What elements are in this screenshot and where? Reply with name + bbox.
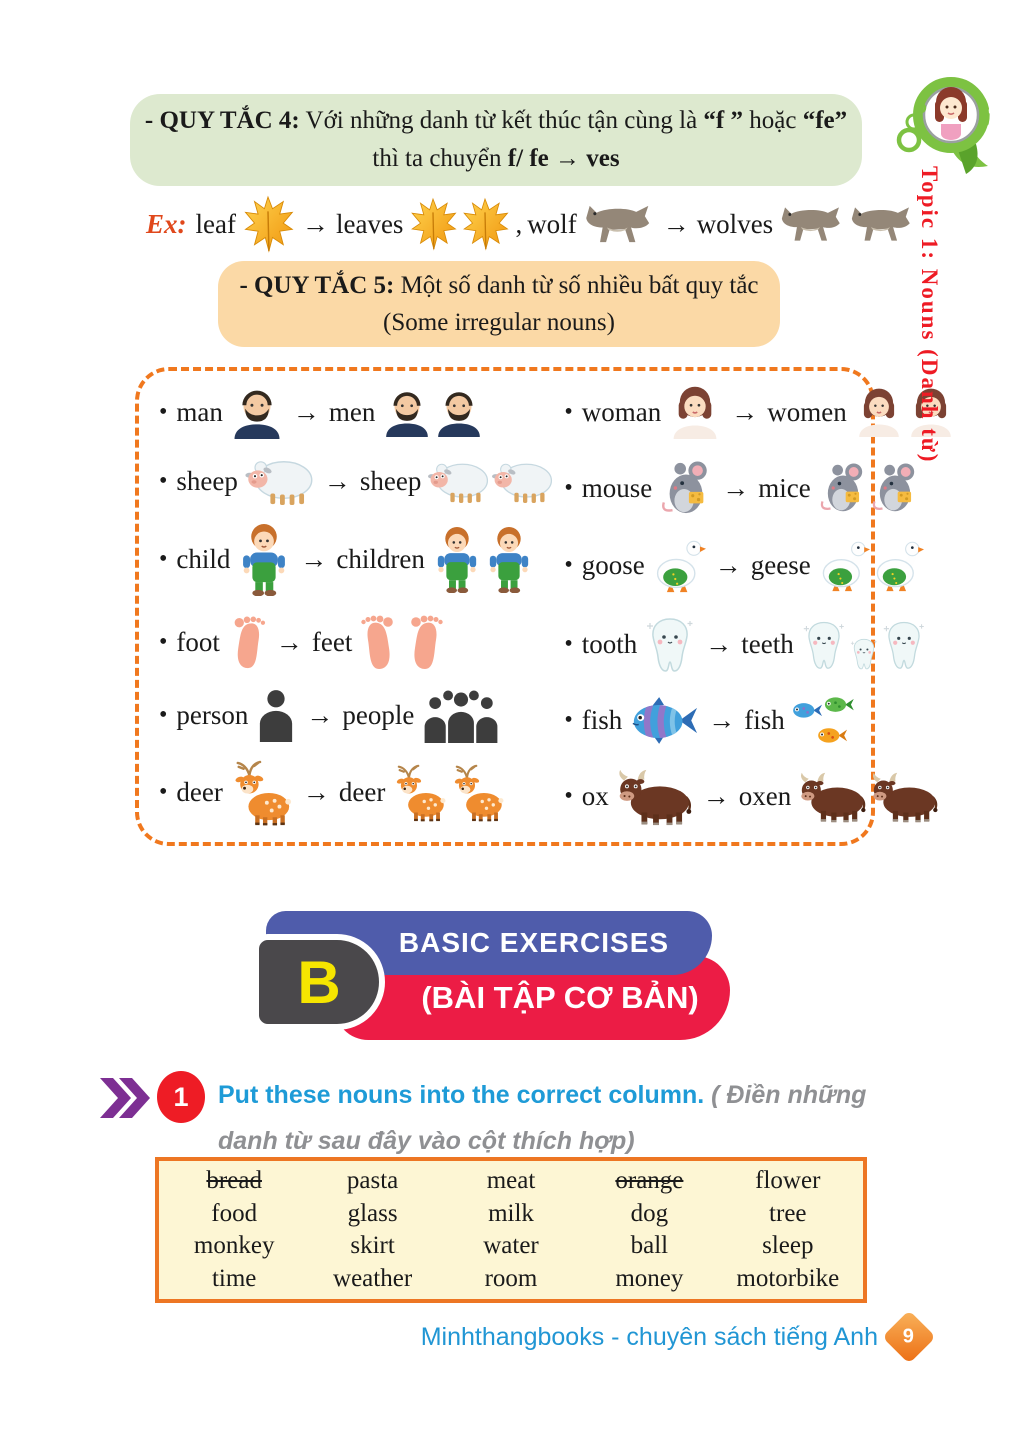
noun-singular: tooth xyxy=(581,628,638,659)
teeth-icons xyxy=(801,619,927,670)
example-leaf-singular: leaf xyxy=(195,208,236,239)
man-icon xyxy=(230,385,284,439)
word-table xyxy=(155,1157,867,1303)
rule4-arrow: → xyxy=(548,145,587,172)
rule4-fe: “fe” xyxy=(802,107,848,134)
noun-plural: oxen xyxy=(738,781,792,812)
rule4-line1 xyxy=(130,102,862,140)
example-wolf-plural: wolves xyxy=(696,208,774,239)
fishes-icon xyxy=(792,695,854,747)
noun-singular: mouse xyxy=(581,472,653,503)
mascot-icon xyxy=(896,70,1004,185)
rule4-ffe: f/ fe xyxy=(507,145,549,172)
bullet: • xyxy=(159,702,168,729)
word-cell: flower xyxy=(755,1167,821,1195)
word-cell: weather xyxy=(333,1264,413,1292)
children-icons xyxy=(432,527,534,593)
noun-row-fish xyxy=(564,695,955,747)
word-cell: orange xyxy=(615,1167,684,1195)
arrow: → xyxy=(708,705,736,736)
footer xyxy=(421,1318,928,1356)
noun-plural: geese xyxy=(750,550,811,581)
woman-icon xyxy=(668,385,722,439)
noun-singular: goose xyxy=(581,550,645,581)
rule4-prefix: - QUY TẮC 4: xyxy=(144,107,300,134)
noun-singular: deer xyxy=(176,777,223,808)
word-cell: skirt xyxy=(350,1232,395,1260)
arrow: → xyxy=(275,626,303,657)
noun-plural: mice xyxy=(758,472,811,503)
side-tab-label: Topic 1: Nouns (Danh từ) xyxy=(917,166,942,464)
noun-row-mouse xyxy=(564,460,955,516)
noun-plural: teeth xyxy=(741,628,794,659)
bullet: • xyxy=(159,546,168,573)
exercise-title-en: Put these nouns into the correct column. xyxy=(218,1081,712,1109)
goose-icon xyxy=(652,538,706,594)
wolf-icon xyxy=(582,199,656,249)
example-leaf-plural: leaves xyxy=(335,208,404,239)
word-cell: milk xyxy=(488,1199,534,1227)
noun-row-goose xyxy=(564,538,955,594)
word-cell: pasta xyxy=(346,1167,399,1195)
mouse-icon xyxy=(659,460,713,516)
bullet: • xyxy=(564,783,573,810)
page-diamond-icon xyxy=(882,1310,936,1364)
arrow: → xyxy=(702,781,730,812)
section-title: BASIC EXERCISES xyxy=(398,927,670,958)
exercise-title xyxy=(218,1072,890,1164)
sheep-icon xyxy=(245,456,315,506)
word-cell: monkey xyxy=(193,1232,275,1260)
word-cell: ball xyxy=(630,1232,669,1260)
noun-plural: men xyxy=(328,396,376,427)
rule5-text: Một số danh từ số nhiều bất quy tắc xyxy=(394,272,759,299)
noun-singular: person xyxy=(176,700,249,731)
irregular-left-column xyxy=(159,385,554,826)
wolves-icons xyxy=(778,201,916,247)
people-icon xyxy=(421,689,501,743)
fish-icon xyxy=(629,696,699,745)
arrow: → xyxy=(705,628,733,659)
tooth-icon xyxy=(644,615,696,673)
exercise-title-vi-line2: danh từ sau đây vào cột thích hợp) xyxy=(218,1127,635,1155)
word-cell: tree xyxy=(769,1199,807,1227)
noun-plural: sheep xyxy=(359,465,422,496)
exercise-number-badge xyxy=(157,1071,205,1123)
oxen-icons xyxy=(798,771,940,823)
comma: , xyxy=(515,208,523,239)
bullet: • xyxy=(159,467,168,494)
bullet: • xyxy=(564,630,573,657)
word-cell: money xyxy=(615,1264,684,1292)
bullet: • xyxy=(564,398,573,425)
word-cell: motorbike xyxy=(736,1264,840,1292)
example-row xyxy=(146,188,916,260)
men-icons xyxy=(382,387,484,437)
noun-plural: deer xyxy=(338,777,386,808)
rule4-text: Với những danh từ kết thúc tận cùng là xyxy=(299,107,704,134)
sheep-plural-icons xyxy=(428,459,554,504)
rule4-box xyxy=(130,94,862,186)
noun-row-sheep xyxy=(159,456,554,506)
noun-plural: children xyxy=(336,544,425,575)
geese-icons xyxy=(818,539,924,593)
section-letter-badge xyxy=(253,934,385,1030)
child-icon xyxy=(237,524,291,596)
exercise-number: 1 xyxy=(173,1081,189,1112)
deer-plural-icons xyxy=(392,764,506,822)
noun-plural: feet xyxy=(311,626,353,657)
example-label: Ex: xyxy=(146,208,187,239)
word-cell: dog xyxy=(630,1199,669,1227)
noun-singular: ox xyxy=(581,781,609,812)
rule5-line2: (Some irregular nouns) xyxy=(383,309,615,336)
arrow: → xyxy=(722,472,750,503)
arrow: → xyxy=(301,208,329,239)
noun-plural: women xyxy=(767,396,847,427)
noun-row-ox xyxy=(564,768,955,826)
noun-row-child xyxy=(159,524,554,596)
noun-singular: man xyxy=(176,396,223,427)
noun-singular: child xyxy=(176,544,231,575)
noun-singular: sheep xyxy=(176,465,238,496)
noun-plural: fish xyxy=(744,705,785,736)
arrow: → xyxy=(292,396,320,427)
rule4-or: hoặc xyxy=(743,107,803,134)
exercise-title-vi-line1: ( Điền những xyxy=(711,1081,867,1109)
person-icon xyxy=(255,689,297,742)
noun-singular: foot xyxy=(176,626,220,657)
section-subtitle: (BÀI TẬP CƠ BẢN) xyxy=(421,980,699,1015)
rule5-line1 xyxy=(218,267,780,304)
word-cell: bread xyxy=(206,1167,262,1195)
arrow: → xyxy=(302,777,330,808)
word-cell: water xyxy=(483,1232,539,1260)
bullet: • xyxy=(564,474,573,501)
leaves-icons xyxy=(408,197,510,251)
bullet: • xyxy=(159,398,168,425)
deer-icon xyxy=(230,760,294,826)
rule5-box xyxy=(218,261,780,347)
arrow: → xyxy=(662,208,690,239)
arrow: → xyxy=(323,465,351,496)
word-cell: room xyxy=(484,1264,538,1292)
example-wolf-singular: wolf xyxy=(527,208,577,239)
footer-brand: Minhthangbooks - chuyên sách tiếng Anh xyxy=(420,1322,878,1351)
arrow: → xyxy=(714,550,742,581)
bullet: • xyxy=(159,779,168,806)
noun-singular: fish xyxy=(581,705,623,736)
rule5-prefix: - QUY TẮC 5: xyxy=(239,272,395,299)
mice-icons xyxy=(818,462,920,514)
noun-row-deer xyxy=(159,760,554,826)
noun-singular: woman xyxy=(581,396,662,427)
leaf-icon xyxy=(241,195,295,253)
noun-row-woman xyxy=(564,385,955,439)
rule4-ves: ves xyxy=(586,145,620,172)
rule4-line2-text: thì ta chuyển xyxy=(372,145,508,172)
irregular-right-column xyxy=(564,385,955,826)
page-number: 9 xyxy=(903,1325,915,1348)
noun-plural: people xyxy=(342,700,415,731)
arrow: → xyxy=(306,700,334,731)
arrow: → xyxy=(731,396,759,427)
word-cell: sleep xyxy=(762,1232,814,1260)
bullet: • xyxy=(159,628,168,655)
noun-row-man xyxy=(159,385,554,439)
arrow: → xyxy=(300,544,328,575)
chevron-double-icon xyxy=(98,1078,150,1118)
feet-icons xyxy=(359,613,445,671)
foot-icon xyxy=(227,614,267,670)
noun-row-foot xyxy=(159,613,554,671)
irregular-nouns-box xyxy=(135,367,875,846)
noun-row-person xyxy=(159,689,554,743)
bullet: • xyxy=(564,552,573,579)
rule4-line2 xyxy=(130,140,862,178)
word-cell: food xyxy=(211,1199,258,1227)
word-cell: meat xyxy=(486,1167,536,1195)
section-letter: B xyxy=(297,948,341,1016)
word-cell: time xyxy=(211,1264,257,1292)
word-cell: glass xyxy=(347,1199,398,1227)
noun-row-tooth xyxy=(564,615,955,673)
rule4-f: “f ” xyxy=(703,107,743,134)
bullet: • xyxy=(564,707,573,734)
ox-icon xyxy=(616,768,694,826)
